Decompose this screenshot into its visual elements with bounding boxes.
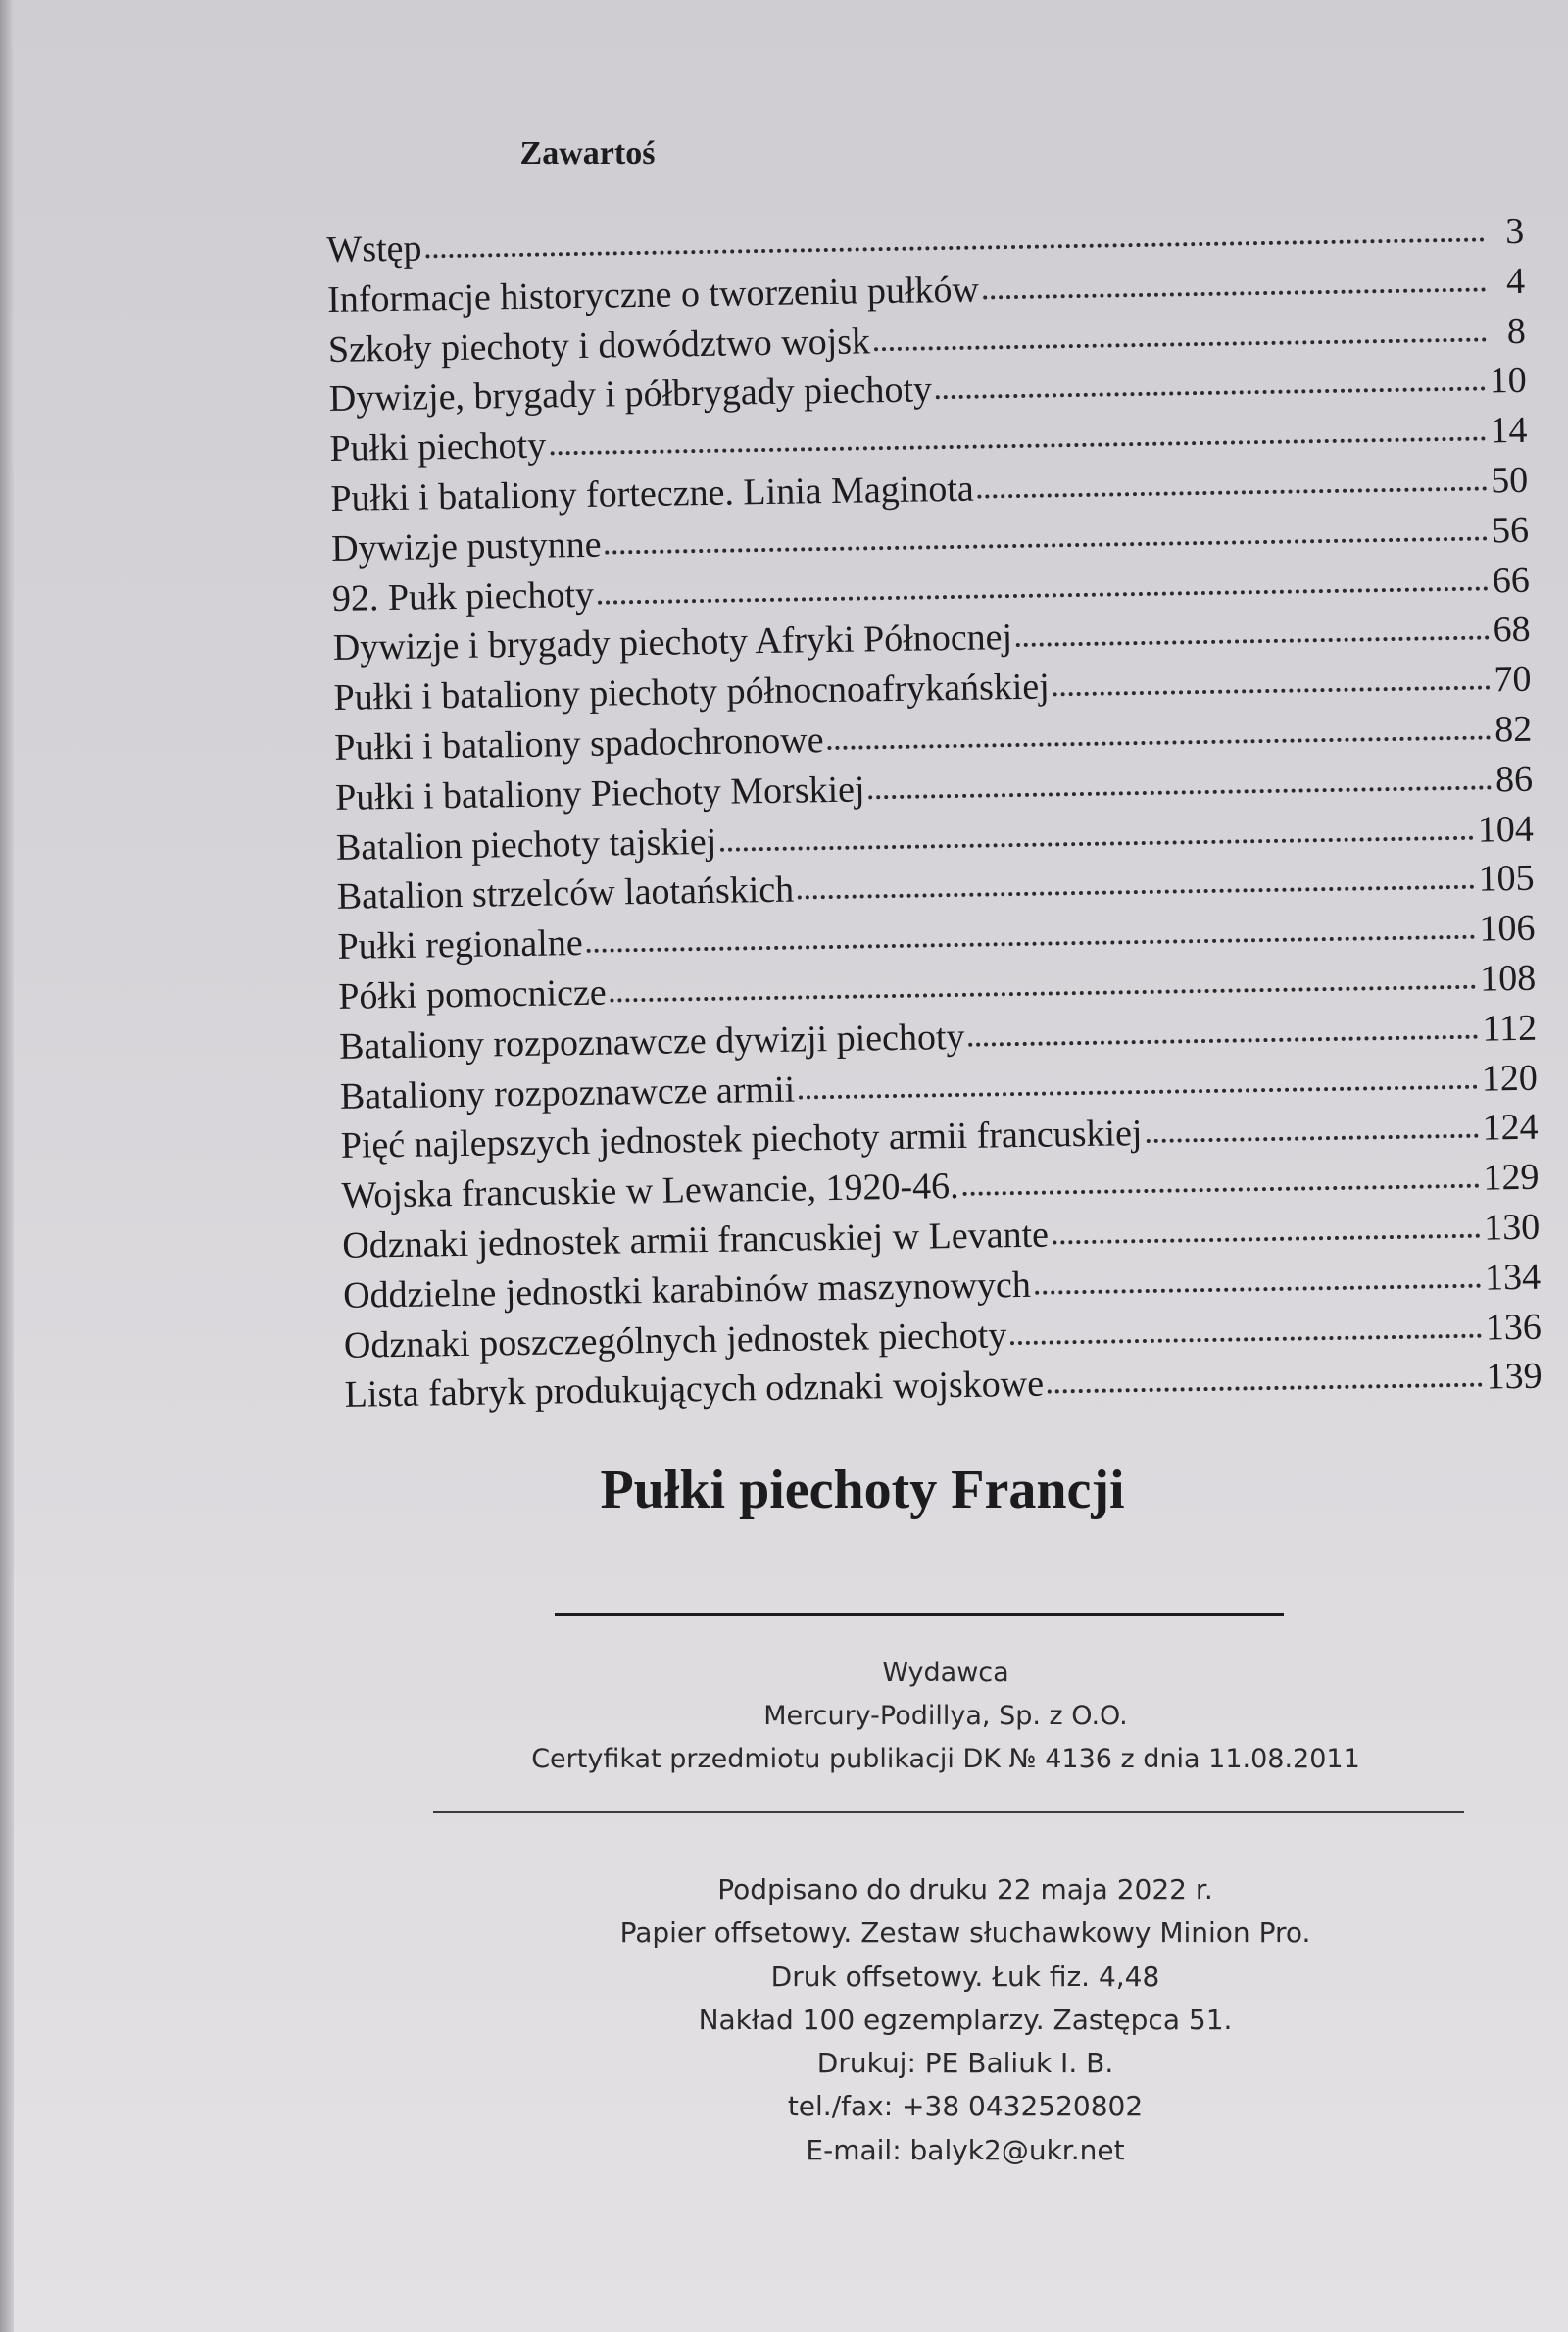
toc-entry-page: 3: [1504, 210, 1525, 253]
imprint-line: E-mail: balyk2@ukr.net: [806, 2133, 1125, 2166]
toc-leader-dots: [1016, 632, 1490, 648]
toc-entry-page: 10: [1489, 360, 1527, 402]
table-of-contents: [326, 207, 1543, 1420]
publisher-block: [0, 1652, 1568, 1781]
toc-leader-dots: [550, 433, 1486, 456]
toc-entry-label: Informacje historyczne o tworzeniu pułków: [326, 269, 980, 321]
toc-entry-page: 134: [1484, 1256, 1542, 1299]
toc-leader-dots: [1048, 1379, 1483, 1394]
toc-entry-page: 50: [1490, 459, 1529, 502]
toc-entry-page: 105: [1478, 858, 1535, 900]
toc-leader-dots: [978, 482, 1488, 498]
toc-entry-label: Półki pomocnicze: [338, 971, 608, 1017]
toc-leader-dots: [720, 831, 1474, 851]
toc-leader-dots: [1035, 1279, 1481, 1294]
toc-leader-dots: [798, 881, 1475, 900]
toc-entry-page: 68: [1493, 609, 1531, 651]
toc-entry-page: 129: [1483, 1156, 1540, 1199]
toc-entry-label: Lista fabryk produkujących odznaki wojskowe: [344, 1363, 1045, 1416]
toc-leader-dots: [606, 532, 1489, 554]
imprint-line: Drukuj: PE Baliuk I. B.: [816, 2047, 1114, 2080]
toc-entry-label: Odznaki jednostek armii francuskiej w Levante: [342, 1214, 1050, 1266]
imprint-line: Druk offsetowy. Łuk fiz. 4,48: [770, 1960, 1160, 1993]
toc-leader-dots: [963, 1180, 1480, 1196]
toc-entry-label: Pułki i bataliony Piechoty Morskiej: [334, 769, 865, 819]
toc-entry-label: Wojska francuskie w Lewancie, 1920-46.: [341, 1166, 959, 1217]
toc-heading-text: Zawartoś: [519, 135, 656, 172]
toc-leader-dots: [936, 383, 1486, 400]
toc-entry-page: 70: [1494, 658, 1532, 701]
toc-entry-page: 130: [1483, 1206, 1541, 1249]
toc-entry-label: Pułki piechoty: [329, 424, 547, 471]
toc-entry-label: Batalion piechoty tajskiej: [335, 820, 717, 868]
imprint-line: tel./fax: +38 0432520802: [787, 2090, 1144, 2123]
imprint-line: Papier offsetowy. Zestaw słuchawkowy Minion Pro.: [619, 1916, 1311, 1950]
toc-leader-dots: [611, 981, 1477, 1003]
toc-entry-label: Oddzielne jednostki karabinów maszynowych: [342, 1264, 1032, 1316]
toc-leader-dots: [1010, 1329, 1482, 1345]
publisher-certificate: Certyfikat przedmiotu publikacji DK № 4136 z dnia 11.08.2011: [531, 1744, 1360, 1774]
toc-heading: [0, 135, 1511, 173]
toc-entry-page: 106: [1479, 907, 1536, 950]
toc-entry-label: Pięć najlepszych jednostek piechoty armii francuskiej: [340, 1113, 1143, 1167]
toc-entry-label: 92. Pułk piechoty: [331, 573, 595, 620]
toc-entry-label: Szkoły piechoty i dowództwo wojsk: [327, 320, 871, 371]
toc-entry-label: Pułki regionalne: [337, 922, 583, 968]
toc-entry-label: Batalion strzelców laotańskich: [336, 868, 795, 918]
toc-entry-page: 4: [1505, 260, 1526, 302]
toc-entry-page: 86: [1494, 758, 1534, 801]
toc-entry-page: 104: [1477, 808, 1535, 851]
toc-entry-page: 66: [1492, 559, 1531, 601]
toc-entry-label: Dywizje pustynne: [330, 523, 602, 570]
publisher-name: Mercury-Podillya, Sp. z O.O.: [763, 1701, 1128, 1731]
imprint-line: Nakład 100 egzemplarzy. Zastępca 51.: [698, 2003, 1233, 2036]
toc-entry-label: Dywizje i brygady piechoty Afryki Północnej: [332, 617, 1013, 670]
toc-entry-label: Pułki i bataliony forteczne. Linia Maginota: [330, 468, 975, 520]
toc-leader-dots: [799, 1080, 1478, 1099]
toc-entry-page: 124: [1482, 1107, 1539, 1149]
toc-entry-page: 8: [1506, 310, 1527, 352]
toc-leader-dots: [1054, 682, 1491, 697]
toc-leader-dots: [1146, 1130, 1478, 1143]
imprint-line: Podpisano do druku 22 maja 2022 r.: [717, 1873, 1213, 1906]
toc-entry-label: Bataliony rozpoznawcze armii: [339, 1068, 796, 1117]
divider-rule: [433, 1811, 1464, 1813]
toc-leader-dots: [828, 731, 1492, 750]
toc-leader-dots: [425, 233, 1485, 258]
toc-entry-page: 56: [1491, 509, 1530, 552]
toc-entry-page: 120: [1481, 1057, 1539, 1100]
toc-leader-dots: [598, 582, 1489, 604]
book-title: Pułki piechoty Francji: [600, 1460, 1125, 1520]
imprint-block: [0, 1868, 1568, 2172]
toc-entry-label: Pułki i bataliony piechoty północnoafrykańskiej: [333, 666, 1051, 719]
toc-leader-dots: [968, 1030, 1478, 1046]
toc-leader-dots: [587, 931, 1476, 953]
toc-entry-label: Pułki i bataliony spadochronowe: [334, 719, 824, 769]
toc-entry-page: 82: [1494, 708, 1533, 751]
toc-leader-dots: [869, 781, 1493, 799]
toc-entry-page: 108: [1479, 957, 1537, 1000]
toc-leader-dots: [1053, 1230, 1480, 1245]
toc-leader-dots: [874, 333, 1487, 351]
toc-entry-label: Odznaki poszczególnych jednostek piechoty: [343, 1314, 1007, 1366]
toc-entry-page: 14: [1490, 409, 1528, 452]
publisher-heading: Wydawca: [882, 1658, 1009, 1688]
toc-entry-label: Wstęp: [326, 227, 422, 271]
toc-entry-page: 112: [1482, 1007, 1538, 1050]
toc-entry-page: 136: [1485, 1306, 1543, 1349]
toc-entry-label: Bataliony rozpoznawcze dywizji piechoty: [338, 1016, 965, 1067]
toc-entry-label: Dywizje, brygady i półbrygady piechoty: [328, 369, 933, 421]
toc-leader-dots: [983, 283, 1486, 299]
divider-rule: [555, 1613, 1284, 1616]
toc-entry-page: 139: [1486, 1355, 1543, 1398]
